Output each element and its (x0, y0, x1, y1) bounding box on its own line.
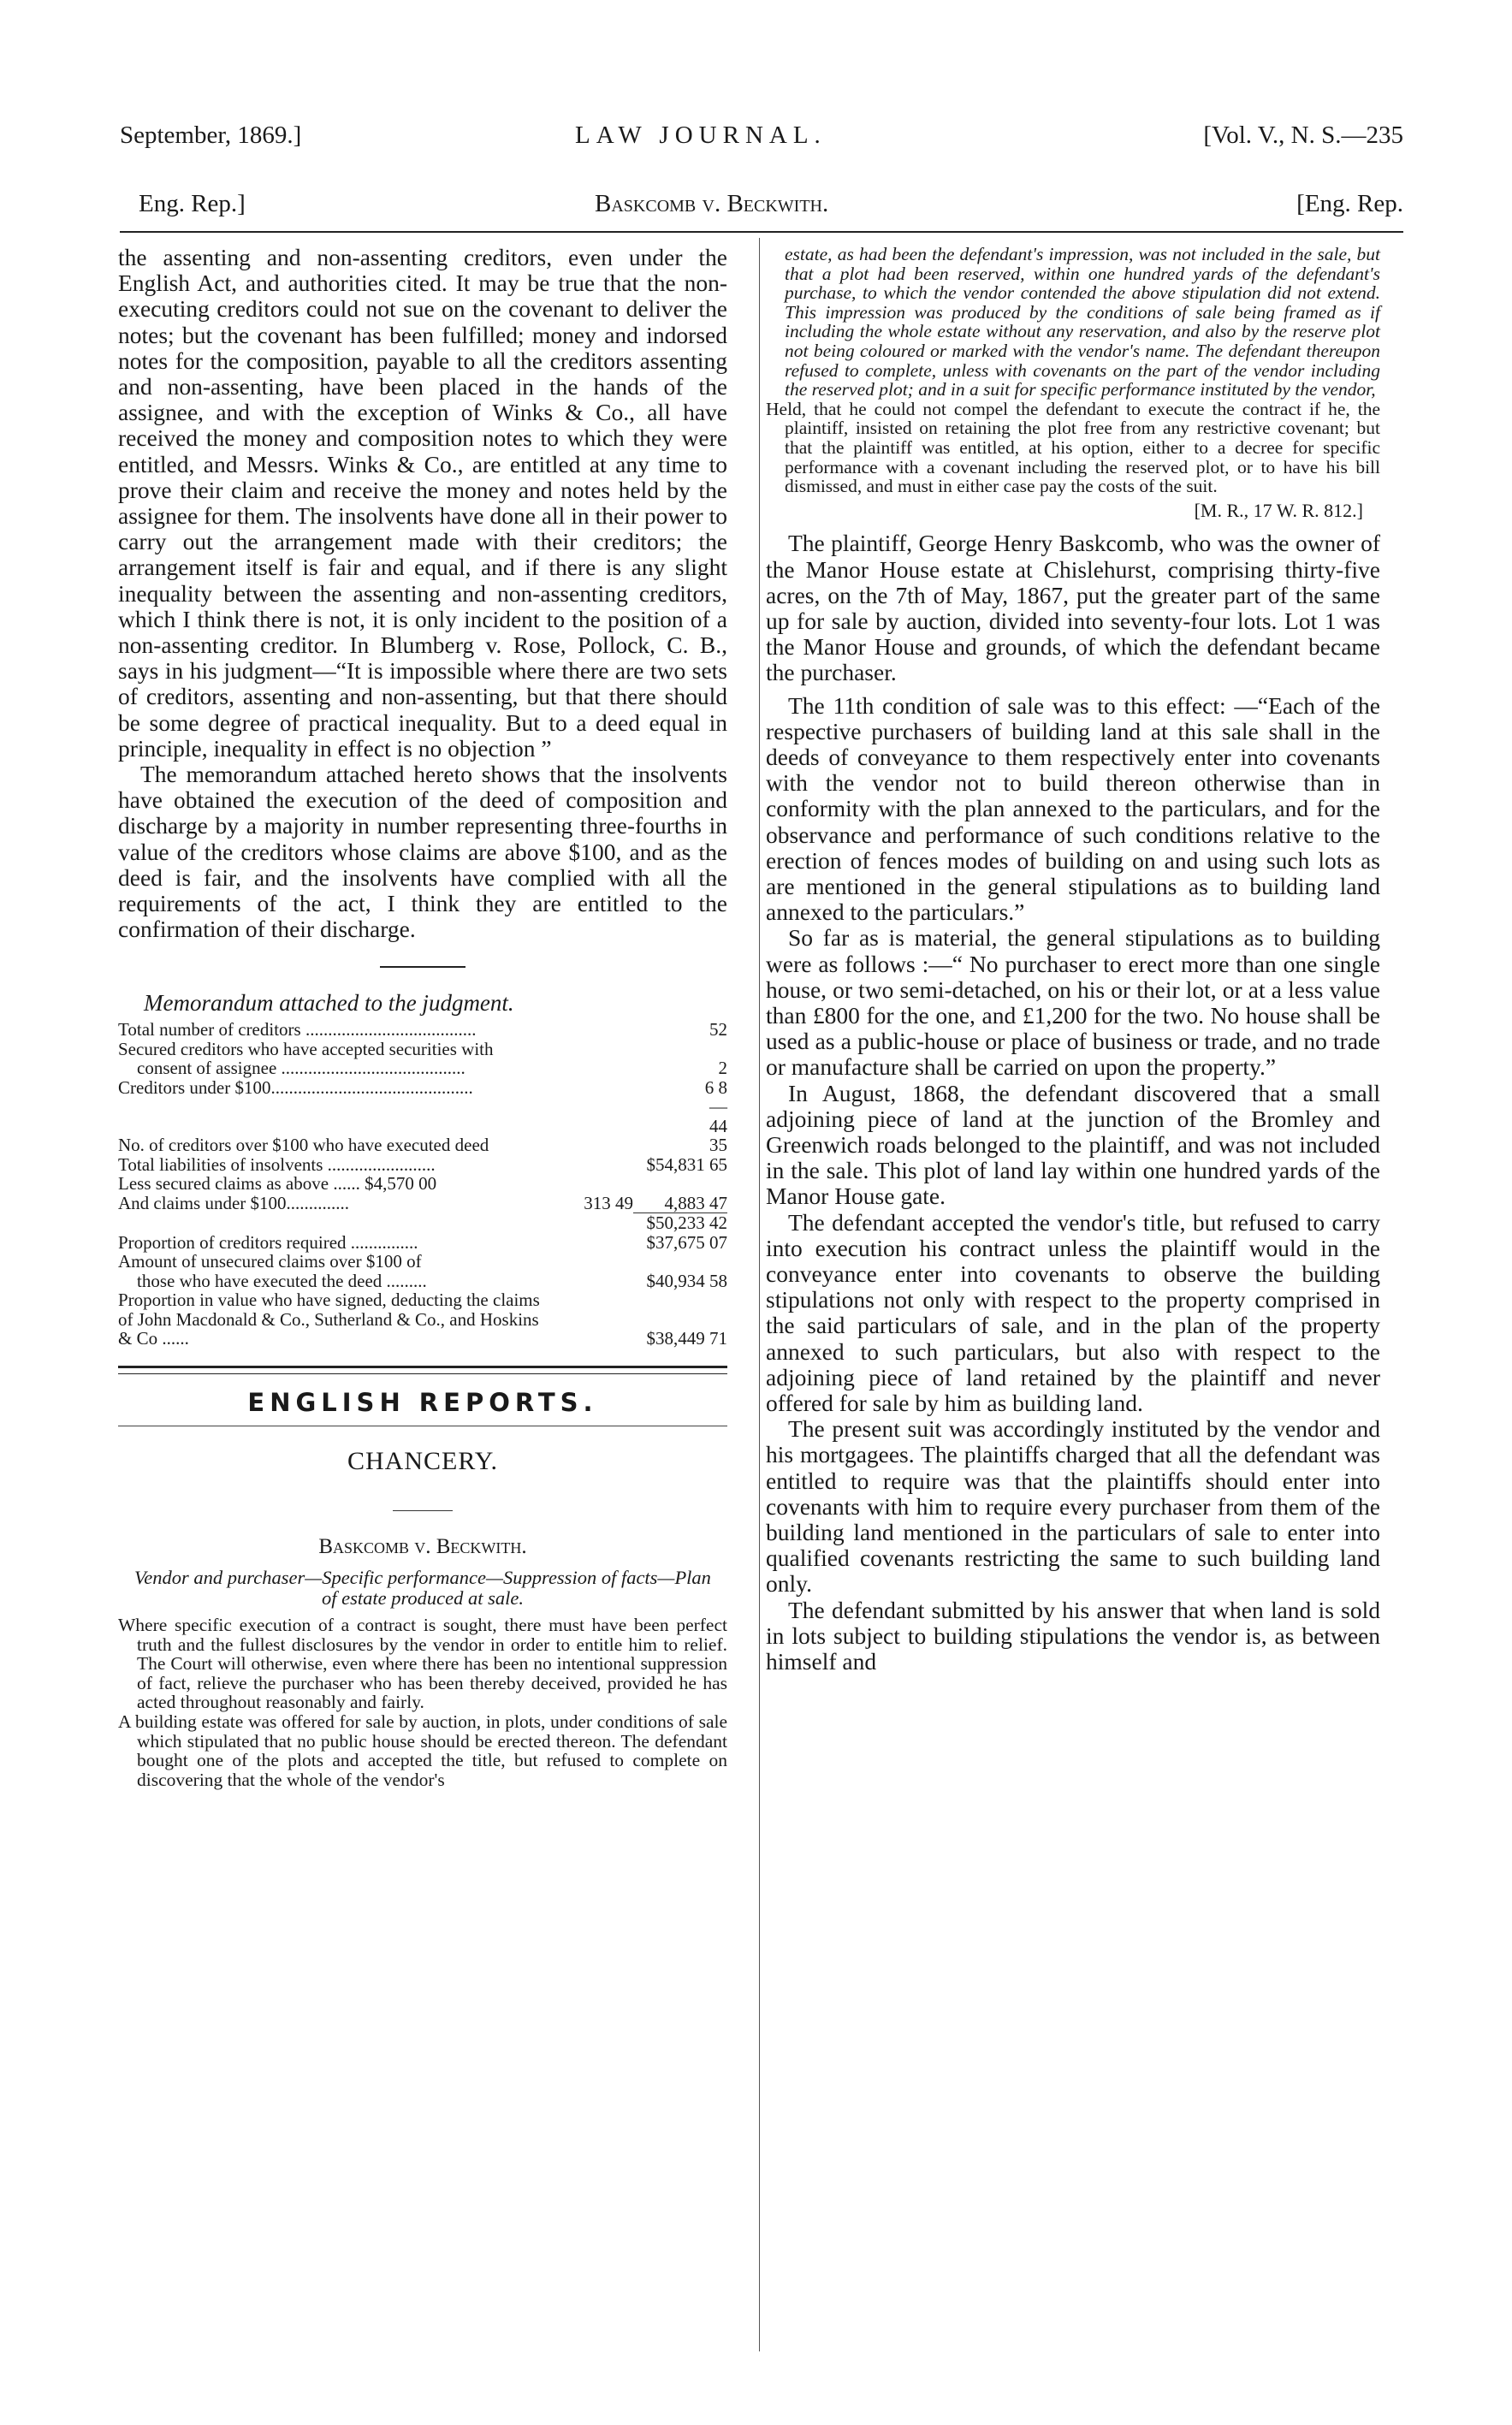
running-header (120, 122, 1403, 156)
column-divider (759, 238, 760, 2351)
header-rule (120, 231, 1403, 233)
memo-label (118, 1213, 554, 1233)
right-column (766, 245, 1380, 1675)
memo-subvalue (554, 1213, 633, 1233)
memo-label: Less secured claims as above ...... $4,570 00 (118, 1173, 437, 1195)
report-label-left: Eng. Rep.] (139, 190, 246, 217)
memo-label: Total number of creditors ...................................... (118, 1019, 477, 1041)
memo-subvalue (554, 1252, 633, 1272)
memo-row (118, 1194, 727, 1213)
report-label-right: [Eng. Rep. (1296, 190, 1403, 217)
memo-value: $40,934 58 (646, 1270, 727, 1291)
memo-value: 6 8 (704, 1076, 727, 1098)
memo-label: Amount of unsecured claims over $100 of (118, 1251, 422, 1272)
memo-row (118, 1097, 727, 1117)
memo-value: $50,233 42 (633, 1213, 727, 1233)
issue-date: September, 1869.] (120, 122, 302, 149)
citation: [M. R., 17 W. R. 812.] (1194, 499, 1363, 521)
memo-label: Total liabilities of insolvents ........................ (118, 1153, 436, 1175)
memo-value (633, 1174, 727, 1194)
memo-label: Proportion of creditors required ............... (118, 1231, 418, 1253)
memo-row (118, 1252, 727, 1272)
memo-subvalue (554, 1233, 633, 1253)
syllabus-continuation: estate, as had been the defendant's impression, was not included in the sale, but that a plot had been reserved, within one hundred yards of the defendant's purchase, to which the vendor contended the above stipulation did not extend. This impression was produced by the conditions of sale being framed as if including the whole estate without any reservation, and also by the reserve plot not being coloured or marked with the vendor's name. The defendant thereupon refused to complete, unless with covenants on the part of the vendor including the reserved plot; and in a suit for specific performance instituted by the vendor, (785, 244, 1380, 400)
memo-row (118, 1020, 727, 1040)
memo-label: Proportion in value who have signed, deducting the claims of John Macdonald & Co., Sutherland & Co., and Hoskins & Co ...... (118, 1290, 540, 1349)
journal-title: LAW JOURNAL. (575, 122, 827, 149)
syllabus-continued (766, 245, 1380, 520)
case-text (766, 531, 1380, 1675)
memo-row (118, 1272, 727, 1291)
memo-subvalue (554, 1058, 633, 1078)
memo-row (118, 1213, 727, 1233)
memo-subvalue (554, 1174, 633, 1194)
memo-label (118, 1097, 554, 1117)
memo-value: $38,449 71 (646, 1328, 727, 1349)
memo-value: — (709, 1096, 727, 1118)
memo-row (118, 1135, 727, 1155)
held-paragraph: Held, that he could not compel the defendant to execute the contract if he, the plaintiff, insisted on retaining the plot free from any restrictive covenant; but that the plaintiff was entitled, at his option, either to a decree for specific performance with a covenant including the reserved plot, or to have his bill dismissed, and must in either case pay the costs of the suit. (766, 398, 1380, 497)
case-paragraph-5: The defendant accepted the vendor's title, but refused to carry into execution his contract unless the plaintiff would in the conveyance enter into covenants to observe the building stipulations not only with respect to the property comprised in the said particulars of sale, and in the plan of the property annexed to such particulars, but also with respect to the adjoining piece of land retained by the plaintiff and never offered for sale by him as building land. (766, 1208, 1380, 1417)
memo-label: consent of assignee ......................................... (137, 1058, 465, 1079)
memo-row (118, 1058, 727, 1078)
memo-row (118, 1117, 727, 1136)
memo-subvalue (554, 1040, 633, 1059)
memo-row (118, 1174, 727, 1194)
memo-label: those who have executed the deed ......... (137, 1270, 427, 1291)
syllabus-paragraph-2: A building estate was offered for sale by auction, in plots, under conditions of sale which stipulated that no public house should be erected thereon. The defendant bought one of the plots and accepted the title, but refused to complete on discovering that the whole of the vendor's (118, 1711, 727, 1790)
case-header (120, 190, 1403, 224)
court-name: CHANCERY. (347, 1446, 498, 1475)
volume-page: [Vol. V., N. S.—235 (1203, 122, 1403, 149)
headnote: Vendor and purchaser—Specific performance—Suppression of facts—Plan of estate produced at sale. (134, 1566, 711, 1609)
memo-value: $54,831 65 (646, 1153, 727, 1175)
case-paragraph-3: So far as is material, the general stipulations as to building were as follows :—“ No purchaser to erect more than one single house, or two semi-detached, on his or their lot, or at a less value than £800 for the one, and £1,200 for the two. No house shall be used as a public-house or place of business or trade, and no trade or manufacture shall be carried on upon the property.” (766, 924, 1380, 1081)
memo-value (633, 1252, 727, 1272)
left-column (118, 245, 727, 1789)
memo-row (118, 1078, 727, 1098)
judgment-text (118, 245, 727, 942)
case-paragraph-6: The present suit was accordingly instituted by the vendor and his mortgagees. The plaintiffs charged that all the defendant was entitled to require was that the plaintiffs should enter into covenants with him to require every purchaser from them of the building land mentioned in the particulars of sale to enter into qualified covenants restricting the same to such building land only. (766, 1415, 1380, 1598)
memorandum-title: Memorandum attached to the judgment. (144, 990, 514, 1017)
case-paragraph-7: The defendant submitted by his answer that when land is sold in lots subject to building stipulations the vendor is, as between himself and (766, 1596, 1380, 1675)
separator-rule (380, 966, 465, 968)
case-paragraph-2: The 11th condition of sale was to this effect: —“Each of the respective purchasers of building land at this sale shall in the deeds of conveyance to them respectively enter into covenants with the vendor not to build thereon otherwise than in conformity with the plan annexed to the particulars, and for the observance and performance of such conditions relative to the erection of fences modes of building on and using such lots as are mentioned in the general stipulations as to building land annexed to the particulars.” (766, 691, 1380, 926)
memo-subvalue (554, 1155, 633, 1175)
memo-value: $37,675 07 (646, 1231, 727, 1253)
memo-value (633, 1040, 727, 1059)
memo-label: Secured creditors who have accepted securities with (118, 1038, 494, 1059)
memo-subvalue (554, 1097, 633, 1117)
memo-row (118, 1233, 727, 1253)
memo-subvalue (554, 1272, 633, 1291)
case-paragraph-1: The plaintiff, George Henry Baskcomb, who was the owner of the Manor House estate at Chislehurst, comprising thirty-five acres, on the 7th of May, 1867, put the greater part of the same up for sale by auction, divided into seventy-four lots. Lot 1 was the Manor House and grounds, of which the defendant became the purchaser. (766, 530, 1380, 686)
memo-value: 44 (709, 1115, 727, 1136)
case-paragraph-4: In August, 1868, the defendant discovered that a small adjoining piece of land at the junction of the Bromley and Greenwich roads belonged to the plaintiff, and was not included in the sale. This plot of land lay within one hundred yards of the Manor House gate. (766, 1079, 1380, 1210)
memo-subvalue (554, 1078, 633, 1098)
judgment-paragraph-1: the assenting and non-assenting creditors, even under the English Act, and authorities cited. It may be true that the non-executing creditors could not sue on the covenant to deliver the notes; but the covenant has been fulfilled; money and indorsed notes for the composition, payable to all the creditors assenting and non-assenting, have been placed in the hands of the assignee, and with the exception of Winks & Co., all have received the money and composition notes to which they were entitled, and Messrs. Winks & Co., are entitled at any time to prove their claim and receive the money and notes held by the assignee for them. The insolvents have done all in their power to carry out the arrangement made with their creditors; the arrangement itself is fair and equal, and if there is any slight inequality between the assenting and non-assenting creditors, which I think there is not, it is only incident to the position of a non-assenting creditor. In Blumberg v. Rose, Pollock, C. B., says in his judgment—“It is impossible where there are two sets of creditors, assenting and non-assenting, but that there should be some degree of practical inequality. But to a deed equal in principle, inequality in effect is no objection ” (118, 244, 727, 762)
section-title: ENGLISH REPORTS. (247, 1387, 598, 1417)
memo-value: 2 (718, 1058, 727, 1079)
memo-label: And claims under $100.............. (118, 1193, 350, 1214)
memo-value: 52 (709, 1019, 727, 1041)
case-title: Baskcomb v. Beckwith. (318, 1534, 527, 1558)
memo-label (118, 1117, 554, 1136)
memo-subvalue (554, 1020, 633, 1040)
memo-subvalue (554, 1135, 633, 1155)
section-double-rule (118, 1366, 727, 1374)
memo-row (118, 1290, 727, 1349)
memo-value: 4,883 47 (664, 1192, 727, 1213)
judgment-paragraph-2: The memorandum attached hereto shows that the insolvents have obtained the execution of the deed of composition and discharge by a majority in number representing three-fourths in value of the creditors whose claims are above $100, and as the deed is fair, and the insolvents have complied with all the requirements of the act, I think they are entitled to the confirmation of their discharge. (118, 761, 727, 943)
memo-row (118, 1155, 727, 1175)
memo-value: 35 (709, 1135, 727, 1156)
case-running-title: Baskcomb v. Beckwith. (595, 190, 829, 217)
memorandum-table (118, 1020, 727, 1349)
syllabus-paragraph-1: Where specific execution of a contract is sought, there must have been perfect truth and the fullest disclosures by the vendor in order to entitle him to relief. The Court will otherwise, even where there has been no intentional suppression of fact, relieve the purchaser who has been thereby deceived, provided he has acted throughout reasonably and fairly. (118, 1614, 727, 1713)
court-rule (393, 1510, 453, 1511)
memo-label: No. of creditors over $100 who have executed deed (118, 1135, 489, 1156)
memo-label: Creditors under $100............................................. (118, 1076, 473, 1098)
memo-subvalue (554, 1290, 633, 1349)
memo-row (118, 1040, 727, 1059)
syllabus (118, 1616, 727, 1789)
memo-subvalue: 313 49 (584, 1193, 633, 1214)
memo-subvalue (554, 1117, 633, 1136)
